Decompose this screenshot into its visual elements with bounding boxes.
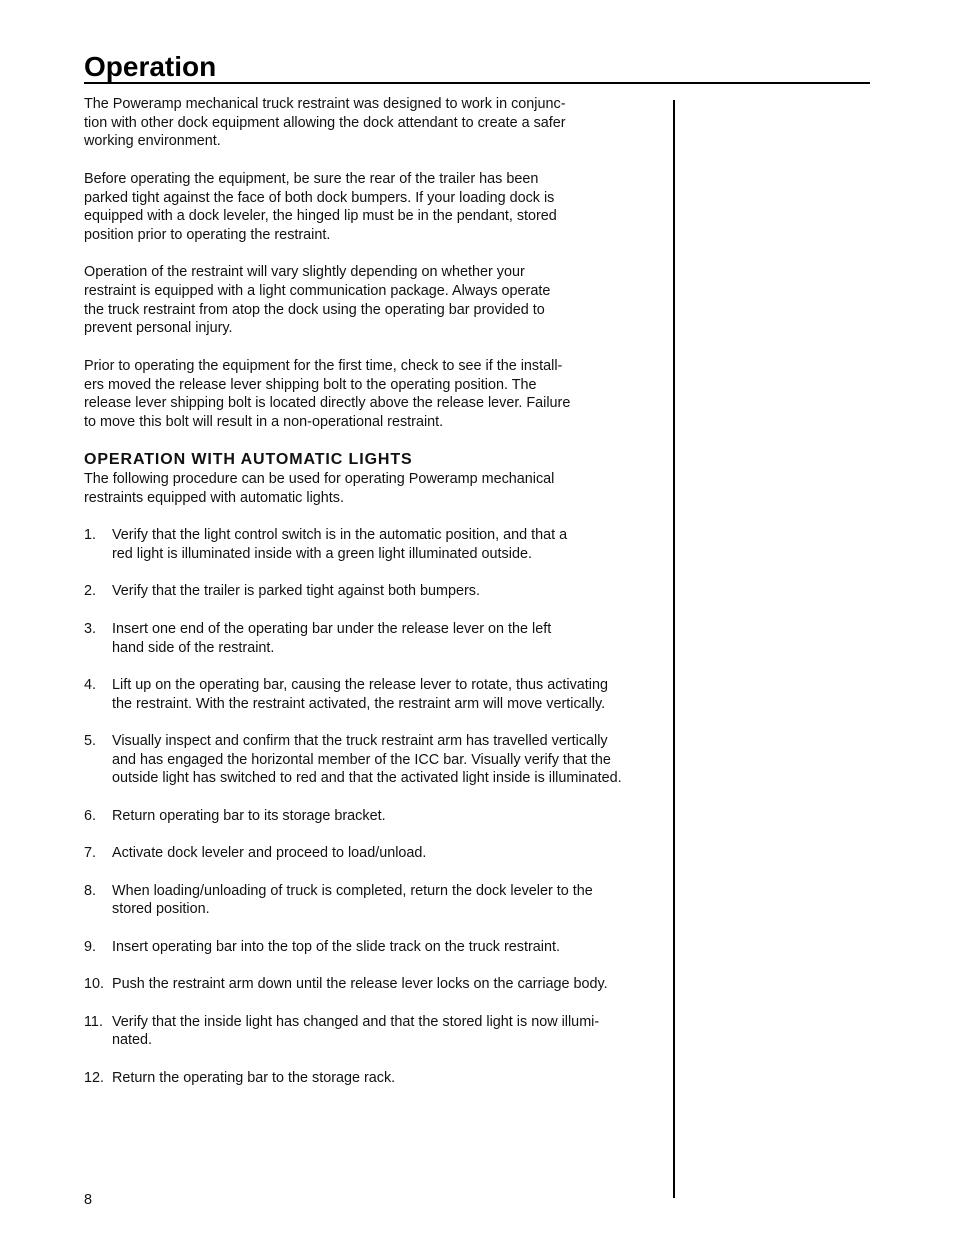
step-number: 9. <box>84 938 97 955</box>
step-text: Verify that the inside light has changed and that the stored light is now illumi- nated. <box>112 1013 600 1049</box>
procedure-steps <box>84 526 664 1087</box>
step-number: 6. <box>84 807 97 824</box>
main-content <box>84 95 664 1106</box>
title-underline <box>84 82 870 84</box>
step-text: Verify that the light control switch is in the automatic position, and that a red light is illuminated inside with a green light illuminated outside. <box>112 527 568 563</box>
intro-paragraph: Prior to operating the equipment for the first time, check to see if the install- ers moved the release lever shipping bolt to the operating position. The release lever shipping bolt is located directly above the release lever. Failure to move this bolt will result in a non-operational restraint. <box>84 357 571 430</box>
page-title: Operation <box>84 51 217 82</box>
intro-paragraph: The Poweramp mechanical truck restraint was designed to work in conjunc- tion with other dock equipment allowing the dock attendant to create a safer working environment. <box>84 96 566 150</box>
procedure-step <box>84 938 664 957</box>
step-text: Verify that the trailer is parked tight against both bumpers. <box>112 583 480 600</box>
step-number: 12. <box>84 1069 105 1086</box>
step-number: 3. <box>84 620 97 637</box>
intro-paragraph: Operation of the restraint will vary slightly depending on whether your restraint is equipped with a light communication package. Always operate the truck restraint from atop the dock using the operating bar provided to prevent personal injury. <box>84 264 551 337</box>
step-text: Visually inspect and confirm that the truck restraint arm has travelled vertically and has engaged the horizontal member of the ICC bar. Visually verify that the outside light has switched to red and that the activated light inside is illuminated. <box>112 733 622 787</box>
step-text: Activate dock leveler and proceed to load/unload. <box>112 845 427 862</box>
section-intro: The following procedure can be used for operating Poweramp mechanical restraints equipped with automatic lights. <box>84 471 555 506</box>
step-text: Return operating bar to its storage bracket. <box>112 807 386 824</box>
step-number: 4. <box>84 676 97 693</box>
column-divider <box>673 100 675 1198</box>
procedure-step <box>84 882 664 919</box>
procedure-step <box>84 844 664 863</box>
step-text: When loading/unloading of truck is completed, return the dock leveler to the stored position. <box>112 882 593 918</box>
step-number: 11. <box>84 1013 103 1030</box>
procedure-step <box>84 582 664 601</box>
step-number: 7. <box>84 845 97 862</box>
step-number: 2. <box>84 583 97 600</box>
step-text: Insert one end of the operating bar under the release lever on the left hand side of the restraint. <box>112 620 552 656</box>
step-text: Push the restraint arm down until the release lever locks on the carriage body. <box>112 976 608 993</box>
page-number: 8 <box>84 1192 93 1208</box>
procedure-step <box>84 620 664 657</box>
step-number: 10. <box>84 976 105 993</box>
step-text: Lift up on the operating bar, causing the release lever to rotate, thus activating the restraint. With the restraint activated, the restraint arm will move vertically. <box>112 676 608 712</box>
procedure-step <box>84 807 664 826</box>
step-text: Return the operating bar to the storage rack. <box>112 1069 396 1086</box>
procedure-step <box>84 676 664 713</box>
intro-paragraph: Before operating the equipment, be sure the rear of the trailer has been parked tight against the face of both dock bumpers. If your loading dock is equipped with a dock leveler, the hinged lip must be in the pendant, stored position prior to operating the restraint. <box>84 170 557 243</box>
procedure-step <box>84 526 664 563</box>
step-number: 8. <box>84 882 97 899</box>
procedure-step <box>84 1069 664 1088</box>
step-number: 1. <box>84 527 97 544</box>
procedure-step <box>84 975 664 994</box>
step-text: Insert operating bar into the top of the slide track on the truck restraint. <box>112 938 560 955</box>
procedure-step <box>84 1013 664 1050</box>
section-heading: OPERATION WITH AUTOMATIC LIGHTS <box>84 451 413 469</box>
procedure-step <box>84 732 664 788</box>
step-number: 5. <box>84 733 97 750</box>
